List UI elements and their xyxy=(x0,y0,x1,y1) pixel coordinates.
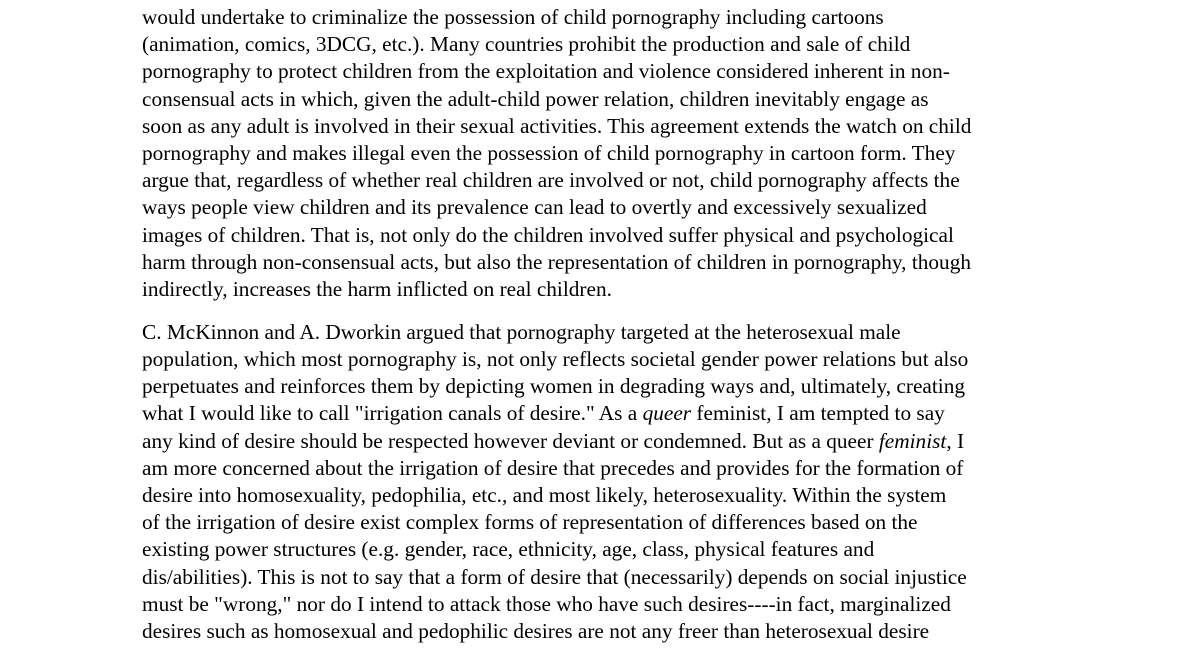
text-line xyxy=(142,194,1142,221)
text-line xyxy=(142,509,1142,536)
document-body xyxy=(142,4,1142,661)
text-line xyxy=(142,222,1142,249)
text-line xyxy=(142,536,1142,563)
text-segment: any kind of desire should be respected however deviant or condemned. But as a queer xyxy=(142,428,879,453)
text-segment: dis/abilities). This is not to say that a form of desire that (necessarily) depends on social injustice xyxy=(142,564,967,589)
text-segment: , I xyxy=(946,428,965,453)
text-line xyxy=(142,276,1142,303)
text-segment: would undertake to criminalize the possession of child pornography including cartoons xyxy=(142,5,884,29)
text-line xyxy=(142,113,1142,140)
text-segment: perpetuates and reinforces them by depicting women in degrading ways and, ultimately, creating xyxy=(142,374,966,399)
text-segment: indirectly, increases the harm inflicted on real children. xyxy=(142,277,612,302)
text-segment: existing power structures (e.g. gender, race, ethnicity, age, class, physical features and xyxy=(142,537,875,562)
text-line xyxy=(142,346,1142,373)
text-segment: (animation, comics, 3DCG, etc.). Many countries prohibit the production and sale of child xyxy=(142,32,911,57)
text-segment: consensual acts in which, given the adult-child power relation, children inevitably engage as xyxy=(142,86,929,111)
paragraph xyxy=(142,319,1142,645)
text-line xyxy=(142,58,1142,85)
text-segment: harm through non-consensual acts, but also the representation of children in pornography, though xyxy=(142,249,971,274)
text-segment: desire into homosexuality, pedophilia, etc., and most likely, heterosexuality. Within the system xyxy=(142,482,947,507)
text-segment: what I would like to call "irrigation canals of desire." As a xyxy=(142,401,643,426)
paragraph xyxy=(142,4,1142,303)
text-line xyxy=(142,4,1142,31)
text-segment: pornography and makes illegal even the possession of child pornography in cartoon form. They xyxy=(142,141,956,166)
text-line xyxy=(142,249,1142,276)
text-line xyxy=(142,140,1142,167)
text-segment: images of children. That is, not only do the children involved suffer physical and psychological xyxy=(142,222,954,247)
text-line xyxy=(142,455,1142,482)
text-line xyxy=(142,167,1142,194)
text-segment: population, which most pornography is, not only reflects societal gender power relations but also xyxy=(142,346,969,371)
text-line xyxy=(142,591,1142,618)
text-line xyxy=(142,482,1142,509)
text-segment: C. McKinnon and A. Dworkin argued that pornography targeted at the heterosexual male xyxy=(142,319,901,344)
text-segment: feminist, I am tempted to say xyxy=(691,401,945,426)
text-segment: am more concerned about the irrigation of desire that precedes and provides for the formation of xyxy=(142,455,964,480)
text-line xyxy=(142,564,1142,591)
text-line xyxy=(142,428,1142,455)
text-line xyxy=(142,373,1142,400)
text-line xyxy=(142,31,1142,58)
italic-text: feminist xyxy=(878,428,947,453)
text-segment: soon as any adult is involved in their sexual activities. This agreement extends the watch on child xyxy=(142,113,972,138)
text-line xyxy=(142,86,1142,113)
text-segment: pornography to protect children from the exploitation and violence considered inherent in non- xyxy=(142,59,950,84)
text-segment: ways people view children and its prevalence can lead to overtly and excessively sexualized xyxy=(142,195,927,220)
italic-text: queer xyxy=(642,401,692,426)
text-segment: argue that, regardless of whether real children are involved or not, child pornography affects the xyxy=(142,168,960,193)
text-line xyxy=(142,319,1142,346)
text-line xyxy=(142,618,1142,645)
text-segment: desires such as homosexual and pedophilic desires are not any freer than heterosexual desire xyxy=(142,618,930,643)
text-line xyxy=(142,400,1142,427)
text-segment: must be "wrong," nor do I intend to attack those who have such desires----in fact, marginalized xyxy=(142,591,951,616)
text-segment: of the irrigation of desire exist complex forms of representation of differences based on the xyxy=(142,510,918,535)
